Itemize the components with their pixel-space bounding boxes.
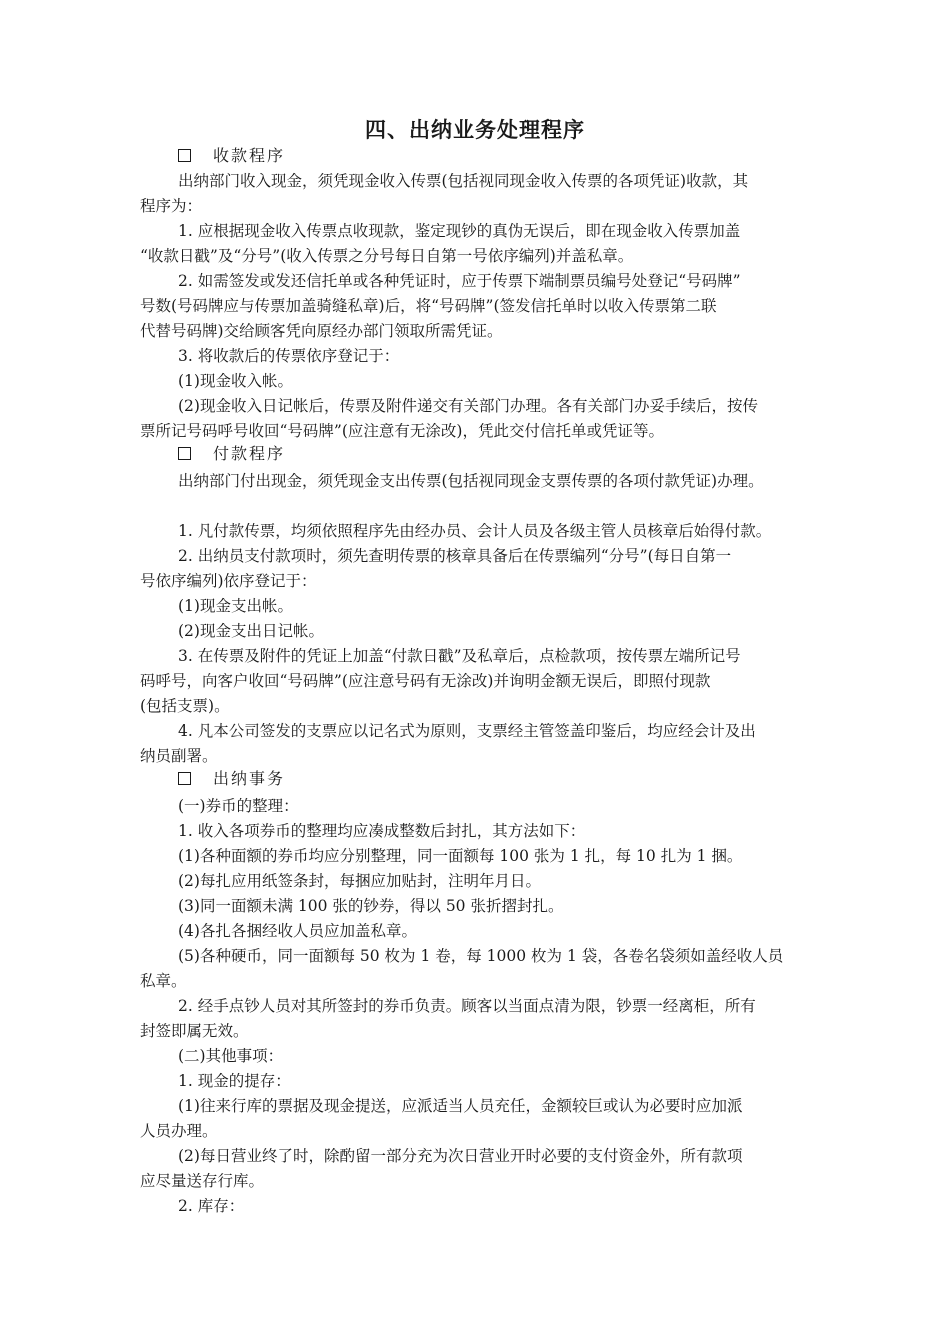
paragraph-line: 1. 收入各项券币的整理均应凑成整数后封扎，其方法如下： (178, 822, 586, 840)
paragraph-line: 1. 应根据现金收入传票点收现款，鉴定现钞的真伪无误后，即在现金收入传票加盖 (178, 222, 741, 240)
paragraph-line: (1)往来行库的票据及现金提送，应派适当人员充任，金额较巨或认为必要时应加派 (178, 1097, 743, 1115)
paragraph-line: (一)券币的整理： (178, 797, 299, 815)
paragraph-line: 3. 在传票及附件的凭证上加盖“付款日戳”及私章后，点检款项，按传票左端所记号 (178, 647, 741, 665)
paragraph-line: 应尽量送存行库。 (140, 1172, 265, 1190)
paragraph-line: (2)每日营业终了时，除酌留一部分充为次日营业开时必要的支付资金外，所有款项 (178, 1147, 743, 1165)
paragraph-line: (4)各扎各捆经收人员应加盖私章。 (178, 922, 417, 940)
paragraph-line: 程序为： (140, 197, 203, 215)
paragraph-line: 号数(号码牌应与传票加盖骑缝私章)后，将“号码牌”(签发信托单时以收入传票第二联 (140, 297, 717, 315)
paragraph-line: 人员办理。 (140, 1122, 218, 1140)
paragraph-line: (2)现金支出日记帐。 (178, 622, 324, 640)
paragraph-line: 2. 如需签发或发还信托单或各种凭证时，应于传票下端制票员编号处登记“号码牌” (178, 272, 741, 290)
paragraph-line: 1. 凡付款传票，均须依照程序先由经办员、会计人员及各级主管人员核章后始得付款。 (178, 522, 772, 540)
section-heading-affairs: 出纳事务 (178, 767, 285, 791)
paragraph-line: 号依序编列)依序登记于： (140, 572, 317, 590)
paragraph-line: 代替号码牌)交给顾客凭向原经办部门领取所需凭证。 (140, 322, 503, 340)
page-title: 四、出纳业务处理程序 (365, 118, 585, 142)
checkbox-icon (178, 447, 191, 460)
paragraph-line: 码呼号，向客户收回“号码牌”(应注意号码有无涂改)并询明金额无误后，即照付现款 (140, 672, 711, 690)
paragraph-line: 票所记号码呼号收回“号码牌”(应注意有无涂改)，凭此交付信托单或凭证等。 (140, 422, 664, 440)
paragraph-line: (1)现金收入帐。 (178, 372, 293, 390)
paragraph-line: 出纳部门付出现金，须凭现金支出传票(包括视同现金支票传票的各项付款凭证)办理。 (178, 472, 764, 490)
paragraph-line: (2)现金收入日记帐后，传票及附件递交有关部门办理。各有关部门办妥手续后，按传 (178, 397, 758, 415)
paragraph-line: 封签即属无效。 (140, 1022, 249, 1040)
paragraph-line: “收款日戳”及“分号”(收入传票之分号每日自第一号依序编列)并盖私章。 (140, 247, 634, 265)
paragraph-line: 私章。 (140, 972, 187, 990)
paragraph-line: (1)各种面额的券币均应分别整理，同一面额每 100 张为 1 扎，每 10 扎为 1 捆。 (178, 847, 743, 865)
section-heading-receipt: 收款程序 (178, 144, 285, 168)
paragraph-line: (2)每扎应用纸签条封，每捆应加贴封，注明年月日。 (178, 872, 541, 890)
paragraph-line: 3. 将收款后的传票依序登记于： (178, 347, 400, 365)
checkbox-icon (178, 149, 191, 162)
paragraph-line: (3)同一面额未满 100 张的钞券，得以 50 张折摺封扎。 (178, 897, 564, 915)
paragraph-line: 2. 出纳员支付款项时，须先查明传票的核章具备后在传票编列“分号”(每日自第一 (178, 547, 732, 565)
paragraph-line: 2. 经手点钞人员对其所签封的券币负责。顾客以当面点清为限，钞票一经离柜，所有 (178, 997, 756, 1015)
paragraph-line: 出纳部门收入现金，须凭现金收入传票(包括视同现金收入传票的各项凭证)收款，其 (178, 172, 749, 190)
section-heading-payment: 付款程序 (178, 442, 285, 466)
checkbox-icon (178, 772, 191, 785)
paragraph-line: 1. 现金的提存： (178, 1072, 291, 1090)
paragraph-line: (1)现金支出帐。 (178, 597, 293, 615)
paragraph-line: (包括支票)。 (140, 697, 230, 715)
paragraph-line: 纳员副署。 (140, 747, 218, 765)
paragraph-line: (二)其他事项： (178, 1047, 284, 1065)
paragraph-line: 2. 库存： (178, 1197, 245, 1215)
paragraph-line: 4. 凡本公司签发的支票应以记名式为原则，支票经主管签盖印鉴后，均应经会计及出 (178, 722, 756, 740)
paragraph-line: (5)各种硬币，同一面额每 50 枚为 1 卷，每 1000 枚为 1 袋，各卷名袋须如盖经收人员 (178, 947, 784, 965)
